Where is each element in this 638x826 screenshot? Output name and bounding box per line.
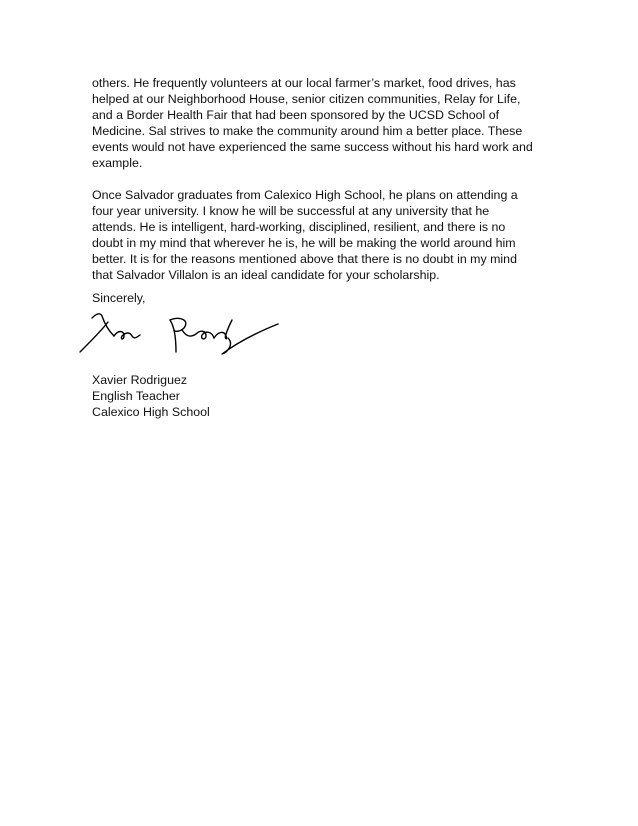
signer-block <box>92 372 210 420</box>
closing-salutation <box>92 290 145 306</box>
body-line: better. It is for the reasons mentioned above that there is no doubt in my mind <box>92 252 517 266</box>
signer-title: English Teacher <box>92 389 180 403</box>
body-line: others. He frequently volunteers at our local farmer’s market, food drives, has <box>92 76 516 90</box>
signature-stroke <box>114 332 140 340</box>
body-line: Once Salvador graduates from Calexico High School, he plans on attending a <box>92 188 518 202</box>
signature-stroke <box>170 320 176 352</box>
signer-name: Xavier Rodriguez <box>92 373 188 387</box>
signature-stroke <box>214 320 232 339</box>
body-line: four year university. I know he will be successful at any university that he <box>92 204 490 218</box>
paragraph-spacer <box>92 171 552 187</box>
body-line: attends. He is intelligent, hard-working, disciplined, resilient, and there is no <box>92 220 506 234</box>
handwritten-signature <box>78 308 283 358</box>
body-line: example. <box>92 156 143 170</box>
body-line: events would not have experienced the same success without his hard work and <box>92 140 533 154</box>
body-line: helped at our Neighborhood House, senior citizen communities, Relay for Life, <box>92 92 521 106</box>
signature-stroke <box>222 324 278 354</box>
body-paragraph-1 <box>92 75 552 171</box>
closing-text: Sincerely, <box>92 291 146 305</box>
letter-body <box>92 75 552 283</box>
body-paragraph-2 <box>92 187 552 283</box>
signer-organization: Calexico High School <box>92 405 210 419</box>
signature-stroke <box>182 330 214 339</box>
signature-stroke <box>80 322 108 352</box>
body-line: doubt in my mind that wherever he is, he will be making the world around him <box>92 236 516 250</box>
signature-stroke <box>92 314 114 336</box>
body-line: that Salvador Villalon is an ideal candidate for your scholarship. <box>92 268 440 282</box>
body-line: Medicine. Sal strives to make the community around him a better place. These <box>92 124 523 138</box>
body-line: and a Border Health Fair that had been sponsored by the UCSD School of <box>92 108 500 122</box>
